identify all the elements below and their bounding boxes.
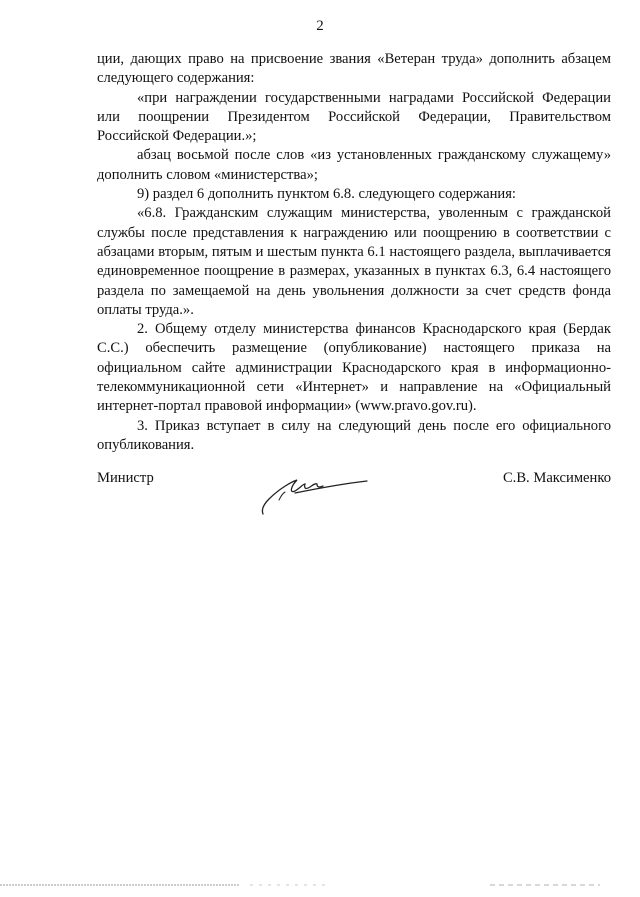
paragraph: ции, дающих право на присвоение звания «Ветеран труда» дополнить абзацем следующего содержания: xyxy=(97,51,611,87)
paragraph: 9) раздел 6 дополнить пунктом 6.8. следующего содержания: xyxy=(137,186,516,203)
document-body xyxy=(97,50,611,455)
paragraph: «при награждении государственными наградами Российской Федерации или поощрении Президентом Российской Федерации, Правительством Российской Федерации.»; xyxy=(97,89,611,145)
paragraph: 3. Приказ вступает в силу на следующий день после его официального опубликования. xyxy=(97,417,611,453)
signatory-title: Министр xyxy=(97,470,154,486)
signatory-name: С.В. Максименко xyxy=(502,470,611,486)
scan-artifact-line xyxy=(0,884,640,886)
paragraph: 2. Общему отделу министерства финансов Краснодарского края (Бердак С.С.) обеспечить размещение (опубликование) настоящего приказа на официальном сайте администрации Краснодарского края в информационно-телекоммуникационной сети «Интернет» и направление на «Официальный интернет-портал правовой информации» (www.pravo.gov.ru). xyxy=(97,321,611,415)
paragraph: «6.8. Гражданским служащим министерства, уволенным с гражданской службы после представления к награждению или поощрению в соответствии с абзацами вторым, пятым и шестым пункта 6.1 настоящего раздела, выплачивается единовременное поощрение в размерах, указанных в пунктах 6.3, 6.4 настоящего раздела по замещаемой на день увольнения должности за счет средств фонда оплаты труда.». xyxy=(97,205,611,318)
handwritten-signature xyxy=(255,462,375,520)
page-number: 2 xyxy=(316,18,324,34)
paragraph: абзац восьмой после слов «из установленных гражданскому служащему» дополнить словом «министерства»; xyxy=(97,147,611,183)
